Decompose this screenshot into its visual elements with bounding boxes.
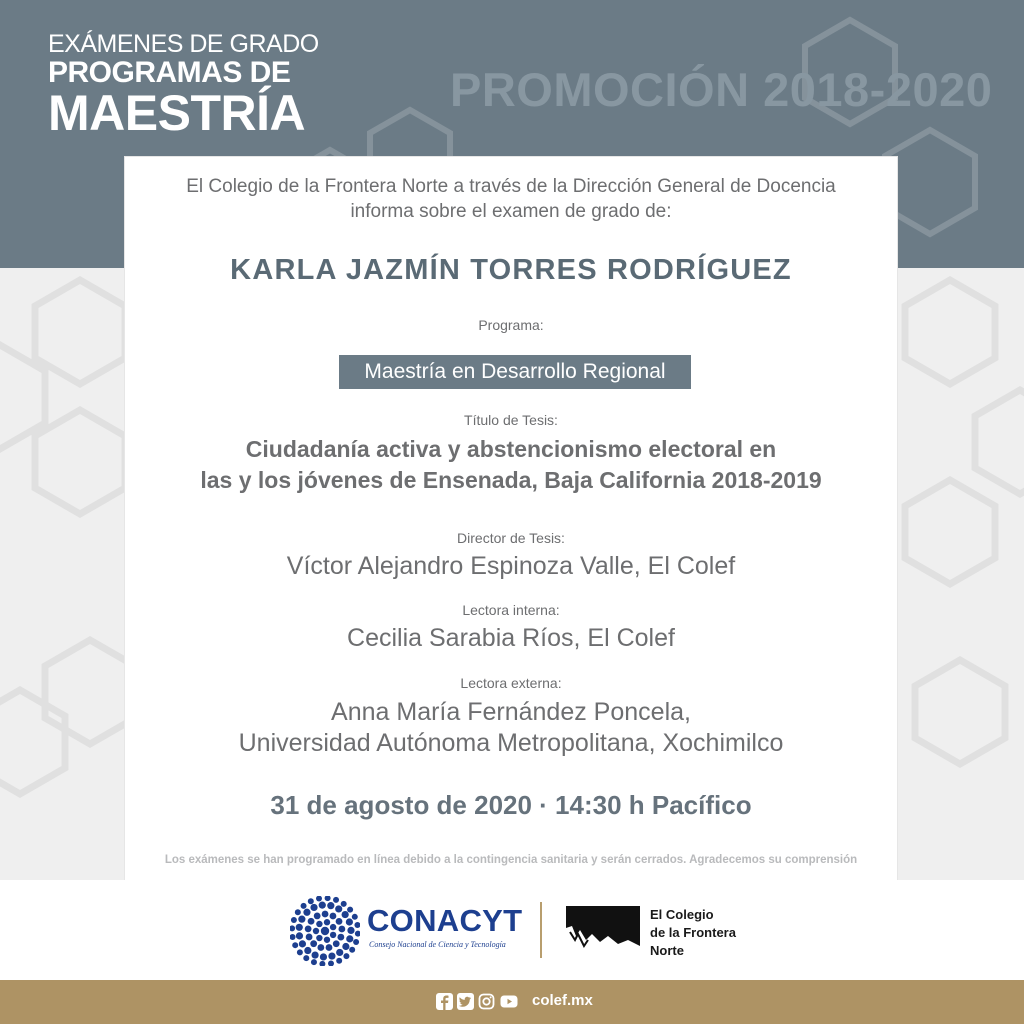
conacyt-subtitle: Consejo Nacional de Ciencia y Tecnología — [369, 940, 506, 949]
intro-line-1: El Colegio de la Frontera Norte a través de la Dirección General de Docencia — [186, 176, 836, 197]
header-line-3: MAESTRÍA — [48, 85, 306, 141]
internal-reader-label: Lectora interna: — [462, 602, 560, 618]
colef-name-line-1: El Colegio — [650, 907, 714, 922]
promotion-heading: PROMOCIÓN 2018-2020 — [450, 63, 993, 116]
logo-divider — [540, 902, 542, 958]
program-label: Programa: — [478, 317, 544, 333]
director-name: Víctor Alejandro Espinoza Valle, El Colef — [286, 552, 736, 580]
colef-name-line-2: de la Frontera — [650, 925, 736, 940]
header-title-block — [48, 30, 319, 141]
colef-logo-icon — [566, 906, 640, 956]
youtube-icon[interactable] — [499, 993, 519, 1010]
conacyt-name: CONACYT — [367, 903, 523, 938]
header-line-1: EXÁMENES DE GRADO — [48, 30, 319, 58]
exam-card — [125, 157, 897, 880]
facebook-icon[interactable] — [436, 993, 453, 1010]
conacyt-logo-icon — [290, 896, 360, 966]
external-reader-line-1: Anna María Fernández Poncela, — [331, 698, 691, 726]
colef-name-line-3: Norte — [650, 943, 684, 958]
twitter-icon[interactable] — [457, 993, 474, 1010]
colef-name — [650, 906, 736, 960]
website-link[interactable]: colef.mx — [532, 992, 593, 1009]
instagram-icon[interactable] — [478, 993, 495, 1010]
intro-text — [125, 174, 897, 224]
intro-line-2: informa sobre el examen de grado de: — [350, 201, 672, 222]
external-reader-line-2: Universidad Autónoma Metropolitana, Xochimilco — [238, 729, 784, 757]
internal-reader-name: Cecilia Sarabia Ríos, El Colef — [347, 624, 675, 652]
external-reader — [125, 697, 897, 759]
social-links — [436, 993, 519, 1011]
disclaimer-note: Los exámenes se han programado en línea debido a la contingencia sanitaria y serán cerrados. Agradecemos su comprensión — [164, 854, 858, 866]
director-label: Director de Tesis: — [457, 530, 565, 546]
thesis-line-2: las y los jóvenes de Ensenada, Baja California 2018-2019 — [200, 467, 822, 493]
thesis-title — [125, 434, 897, 496]
thesis-line-1: Ciudadanía activa y abstencionismo electoral en — [245, 436, 777, 462]
header-line-2: PROGRAMAS DE — [48, 56, 291, 89]
exam-date: 31 de agosto de 2020 · 14:30 h Pacífico — [270, 790, 752, 820]
program-badge: Maestría en Desarrollo Regional — [339, 355, 691, 389]
student-name: KARLA JAZMÍN TORRES RODRÍGUEZ — [230, 254, 792, 286]
thesis-label: Título de Tesis: — [464, 412, 558, 428]
external-reader-label: Lectora externa: — [460, 675, 562, 691]
